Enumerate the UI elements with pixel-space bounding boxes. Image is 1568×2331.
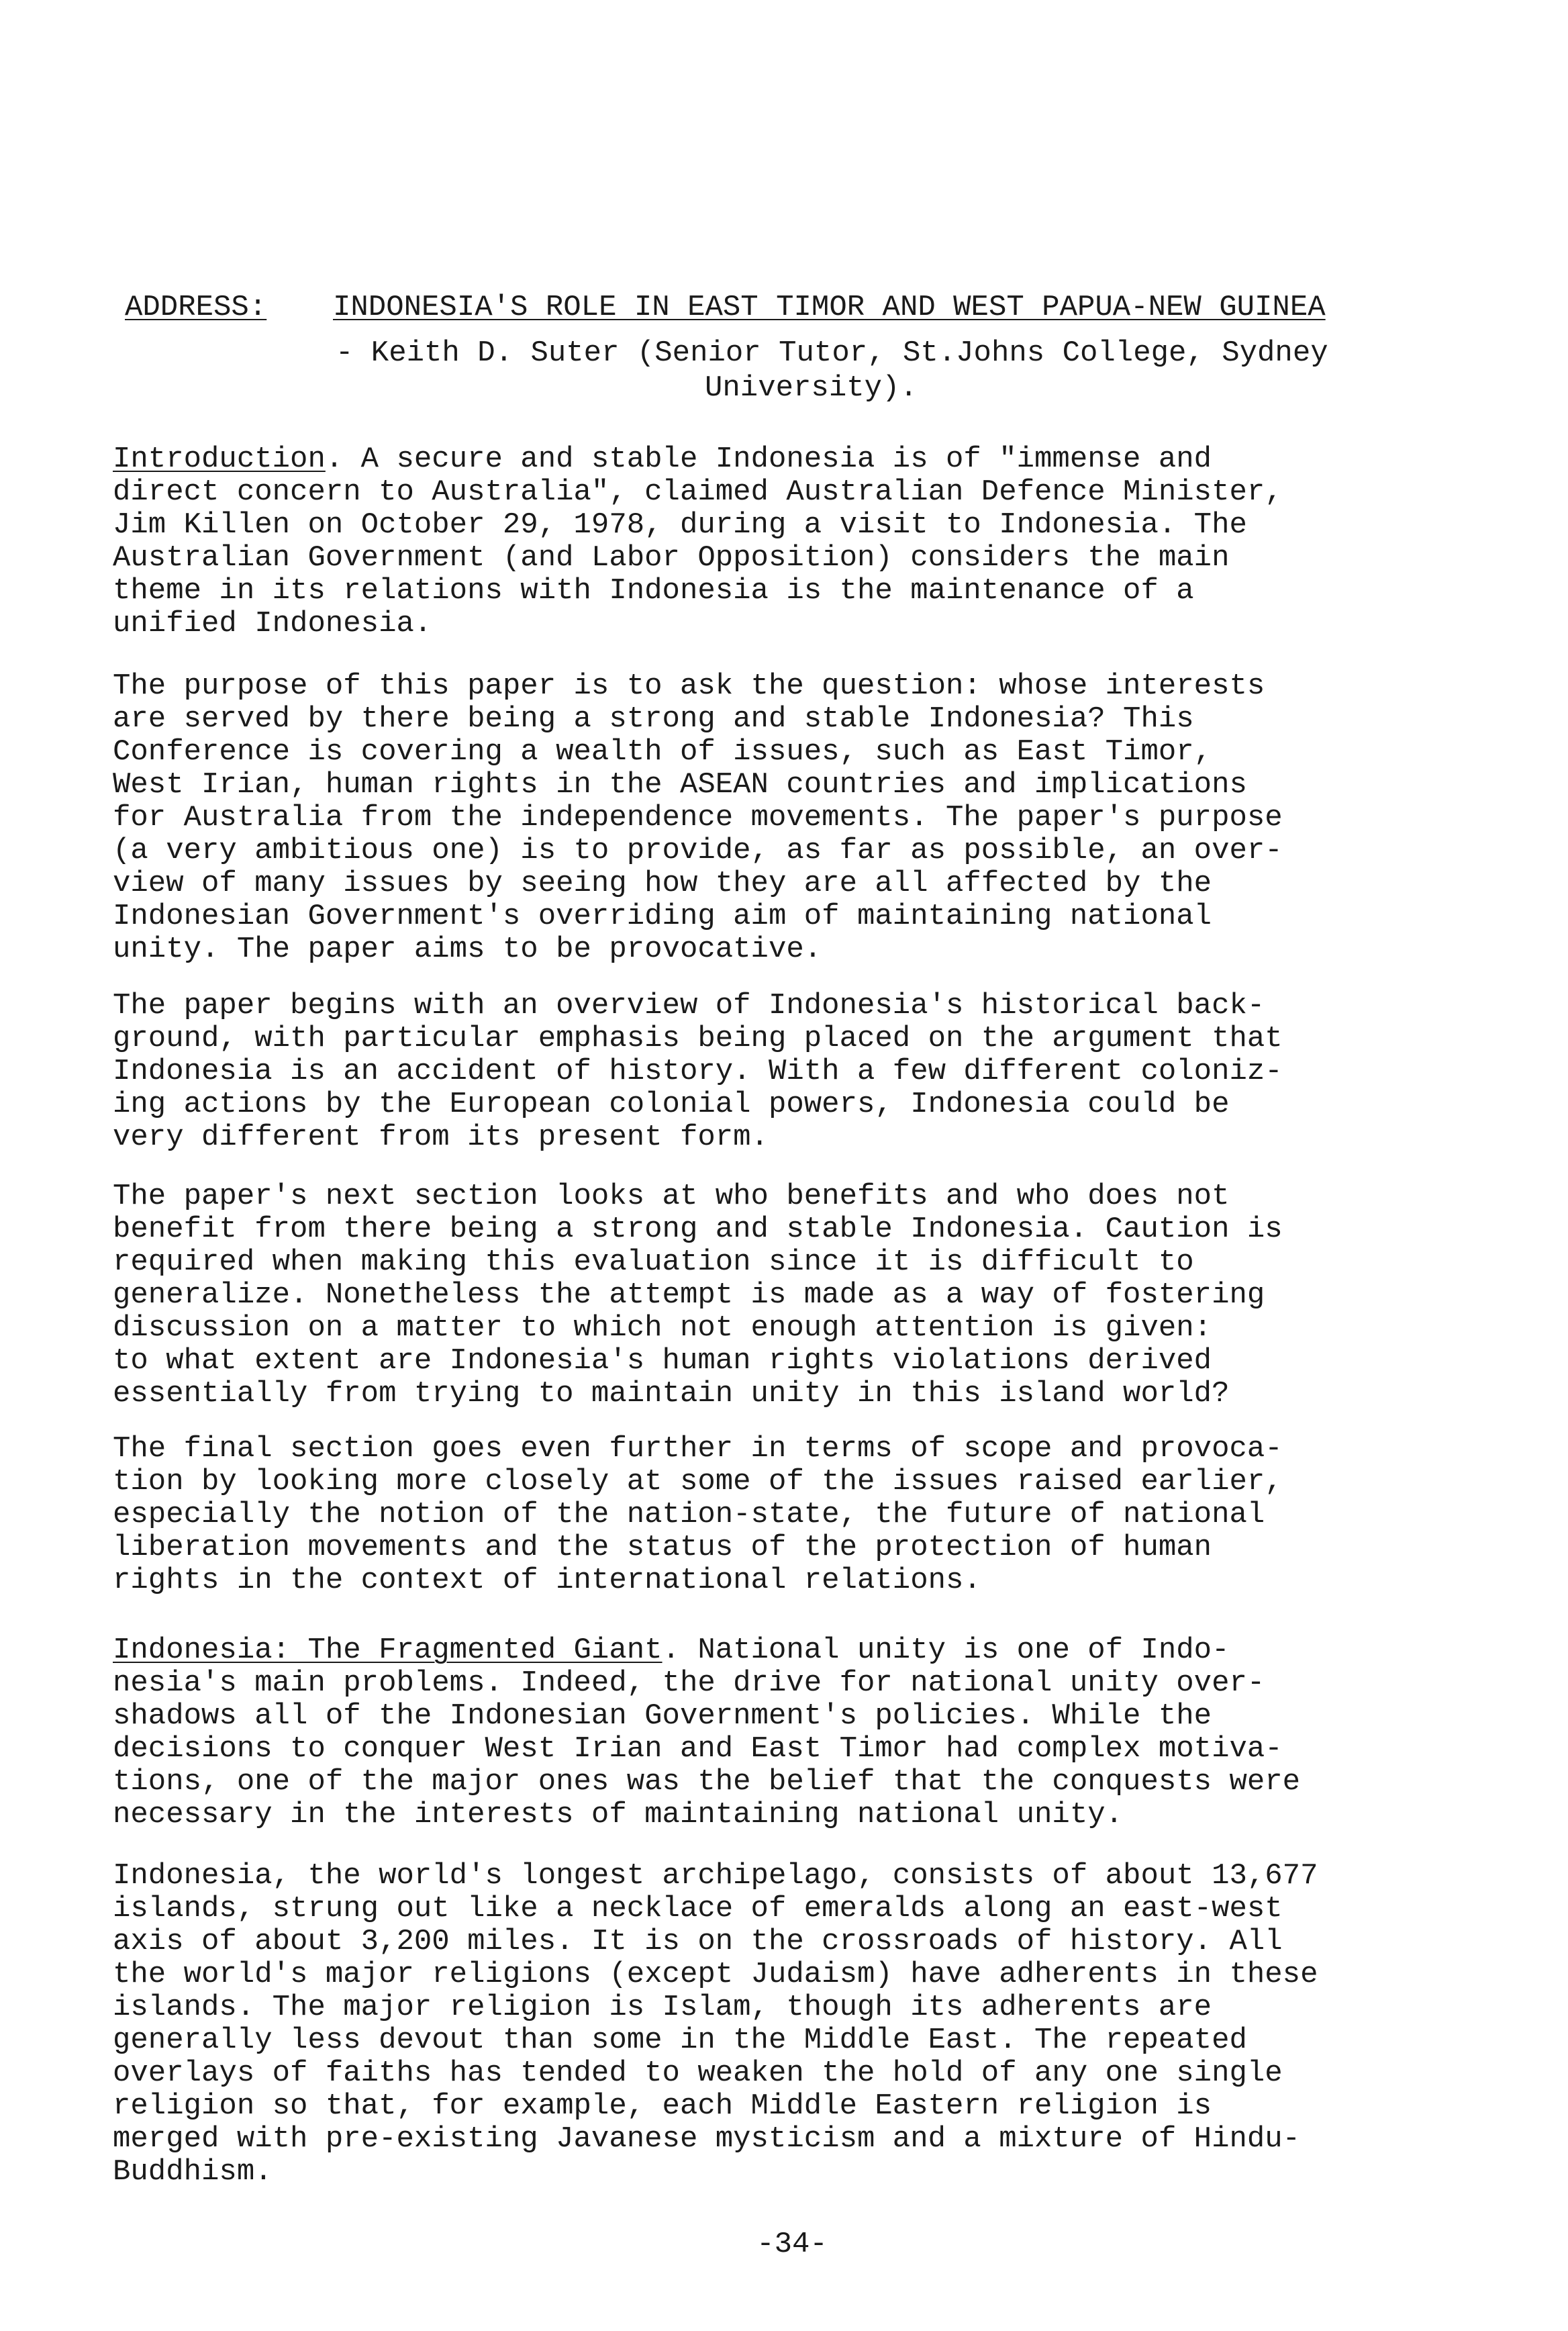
introduction-paragraph-1-text: . A secure and stable Indonesia is of "immense and direct concern to Australia", claimed Australian Defence Minister, Jim Killen on October 29, 1978, during a visit to Indonesia. The Australian Government (and Labor Opposition) considers the main theme in its relations with Indonesia is the maintenance of a unified Indonesia.: [113, 442, 1283, 640]
introduction-heading: Introduction: [113, 442, 326, 476]
fragmented-giant-paragraph-1: [113, 1634, 1502, 1832]
introduction-paragraph-2: The purpose of this paper is to ask the question: whose interests are served by there being a strong and stable Indonesia? This Conference is covering a wealth of issues, such as East Timor, West Irian, human rights in the ASEAN countries and implications for Australia from the independence movements. The paper's purpose (a very ambitious one) is to provide, as far as possible, an over- view of many issues by seeing how they are all affected by the Indonesian Government's overriding aim of maintaining national unity. The paper aims to be provocative.: [113, 669, 1283, 966]
introduction-paragraph-4: The paper's next section looks at who benefits and who does not benefit from there being a strong and stable Indonesia. Caution is required when making this evaluation since it is difficult to generalize. Nonetheless the attempt is made as a way of fostering discussion on a matter to which not enough attention is given: to what extent are Indonesia's human rights violations derived essentially from trying to maintain unity in this island world?: [113, 1180, 1283, 1411]
address-heading: [125, 290, 1494, 325]
fragmented-giant-paragraph-1-text: . National unity is one of Indo- nesia's main problems. Indeed, the drive for national unity over- shadows all of the Indonesian Government's policies. While the decisions to conquer West Irian and East Timor had complex motiva- tions, one of the major ones was the belief that the conquests were necessary in the interests of maintaining national unity.: [113, 1633, 1301, 1832]
author-byline: [336, 336, 1504, 406]
byline-line-1: - Keith D. Suter (Senior Tutor, St.Johns College, Sydney: [336, 336, 1328, 370]
introduction-paragraph-1: [113, 443, 1502, 640]
page-number: -34-: [756, 2228, 828, 2261]
introduction-paragraph-5: The final section goes even further in terms of scope and provoca- tion by looking more closely at some of the issues raised earlier, especially the notion of the nation-state, the future of national liberation movements and the status of the protection of human rights in the context of international relations.: [113, 1432, 1283, 1597]
fragmented-giant-paragraph-2: Indonesia, the world's longest archipelago, consists of about 13,677 islands, strung out like a necklace of emeralds along an east-west axis of about 3,200 miles. It is on the crossroads of history. All the world's major religions (except Judaism) have adherents in these islands. The major religion is Islam, though its adherents are generally less devout than some in the Middle East. The repeated overlays of faiths has tended to weaken the hold of any one single religion so that, for example, each Middle Eastern religion is merged with pre-existing Javanese mysticism and a mixture of Hindu- Buddhism.: [113, 1859, 1318, 2189]
address-label: ADDRESS:: [125, 291, 267, 324]
introduction-paragraph-3: The paper begins with an overview of Indonesia's historical back- ground, with particular emphasis being placed on the argument that Indonesia is an accident of history. With a few different coloniz- ing actions by the European colonial powers, Indonesia could be very different from its present form.: [113, 989, 1283, 1154]
byline-line-2: University).: [705, 371, 918, 405]
address-title: INDONESIA'S ROLE IN EAST TIMOR AND WEST PAPUA-NEW GUINEA: [333, 291, 1326, 324]
fragmented-giant-heading: Indonesia: The Fragmented Giant: [113, 1633, 663, 1667]
